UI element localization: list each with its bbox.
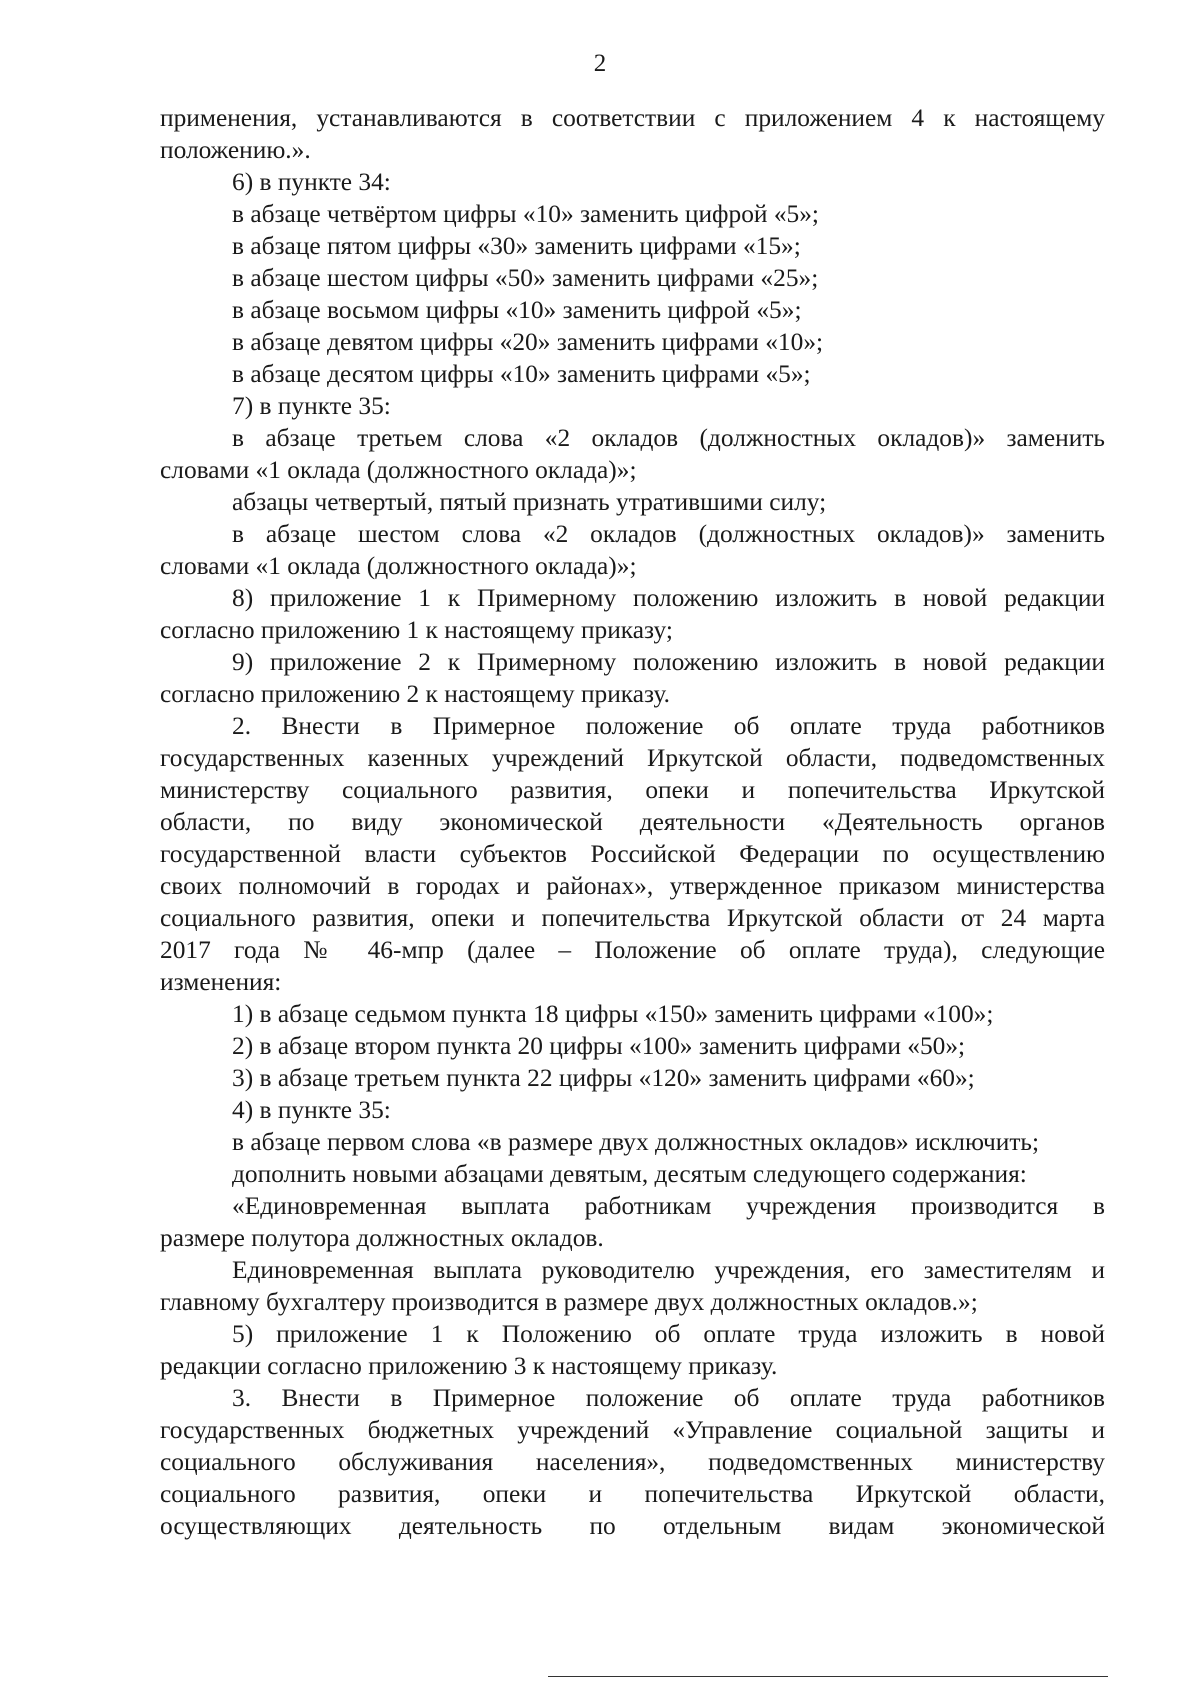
text-line: 6) в пункте 34:: [232, 168, 391, 196]
text-line: социального развития, опеки и попечительства Иркутской области от 24 марта: [160, 904, 1105, 932]
text-line: 1) в абзаце седьмом пункта 18 цифры «150» заменить цифрами «100»;: [232, 1000, 994, 1028]
text-line: в абзаце девятом цифры «20» заменить цифрами «10»;: [232, 328, 824, 356]
text-line: «Единовременная выплата работникам учреждения производится в: [232, 1192, 1105, 1220]
text-line: согласно приложению 1 к настоящему приказу;: [160, 616, 673, 644]
document-body: [160, 102, 1105, 1542]
text-line: в абзаце шестом слова «2 окладов (должностных окладов)» заменить: [232, 520, 1105, 548]
text-line: словами «1 оклада (должностного оклада)»;: [160, 456, 637, 484]
text-line: социального развития, опеки и попечительства Иркутской области,: [160, 1480, 1105, 1508]
text-line: государственных бюджетных учреждений «Управление социальной защиты и: [160, 1416, 1105, 1444]
text-line: размере полутора должностных окладов.: [160, 1224, 604, 1252]
text-line: в абзаце десятом цифры «10» заменить цифрами «5»;: [232, 360, 811, 388]
text-line: социального обслуживания населения», подведомственных министерству: [160, 1448, 1105, 1476]
text-line: применения, устанавливаются в соответствии с приложением 4 к настоящему: [160, 104, 1105, 132]
text-line: области, по виду экономической деятельности «Деятельность органов: [160, 808, 1105, 836]
text-line: в абзаце пятом цифры «30» заменить цифрами «15»;: [232, 232, 801, 260]
text-line: 5) приложение 1 к Положению об оплате труда изложить в новой: [232, 1320, 1105, 1348]
text-line: в абзаце восьмом цифры «10» заменить цифрой «5»;: [232, 296, 802, 324]
text-line: положению.».: [160, 136, 311, 164]
text-line: государственной власти субъектов Российской Федерации по осуществлению: [160, 840, 1105, 868]
text-line: 2017 года № 46-мпр (далее – Положение об оплате труда), следующие: [160, 936, 1105, 964]
text-line: словами «1 оклада (должностного оклада)»;: [160, 552, 637, 580]
footer-divider: [548, 1676, 1108, 1677]
text-line: 7) в пункте 35:: [232, 392, 391, 420]
text-line: 2) в абзаце втором пункта 20 цифры «100» заменить цифрами «50»;: [232, 1032, 966, 1060]
text-line: в абзаце шестом цифры «50» заменить цифрами «25»;: [232, 264, 819, 292]
text-line: дополнить новыми абзацами девятым, десятым следующего содержания:: [232, 1160, 1027, 1188]
text-line: в абзаце третьем слова «2 окладов (должностных окладов)» заменить: [232, 424, 1105, 452]
text-line: изменения:: [160, 968, 282, 996]
text-line: в абзаце первом слова «в размере двух должностных окладов» исключить;: [232, 1128, 1040, 1156]
text-line: 2. Внести в Примерное положение об оплате труда работников: [232, 712, 1105, 740]
text-line: государственных казенных учреждений Иркутской области, подведомственных: [160, 744, 1105, 772]
text-line: Единовременная выплата руководителю учреждения, его заместителям и: [232, 1256, 1105, 1284]
text-line: согласно приложению 2 к настоящему приказу.: [160, 680, 671, 708]
text-line: абзацы четвертый, пятый признать утратившими силу;: [232, 488, 827, 516]
text-line: редакции согласно приложению 3 к настоящему приказу.: [160, 1352, 778, 1380]
text-line: 9) приложение 2 к Примерному положению изложить в новой редакции: [232, 648, 1105, 676]
text-line: 8) приложение 1 к Примерному положению изложить в новой редакции: [232, 584, 1105, 612]
page-number: 2: [593, 50, 607, 77]
text-line: своих полномочий в городах и районах», утвержденное приказом министерства: [160, 872, 1105, 900]
text-line: 3. Внести в Примерное положение об оплате труда работников: [232, 1384, 1105, 1412]
text-line: главному бухгалтеру производится в размере двух должностных окладов.»;: [160, 1288, 978, 1316]
text-line: 4) в пункте 35:: [232, 1096, 391, 1124]
text-line: министерству социального развития, опеки и попечительства Иркутской: [160, 776, 1105, 804]
text-line: осуществляющих деятельность по отдельным видам экономической: [160, 1512, 1105, 1540]
text-line: 3) в абзаце третьем пункта 22 цифры «120» заменить цифрами «60»;: [232, 1064, 975, 1092]
text-line: в абзаце четвёртом цифры «10» заменить цифрой «5»;: [232, 200, 819, 228]
